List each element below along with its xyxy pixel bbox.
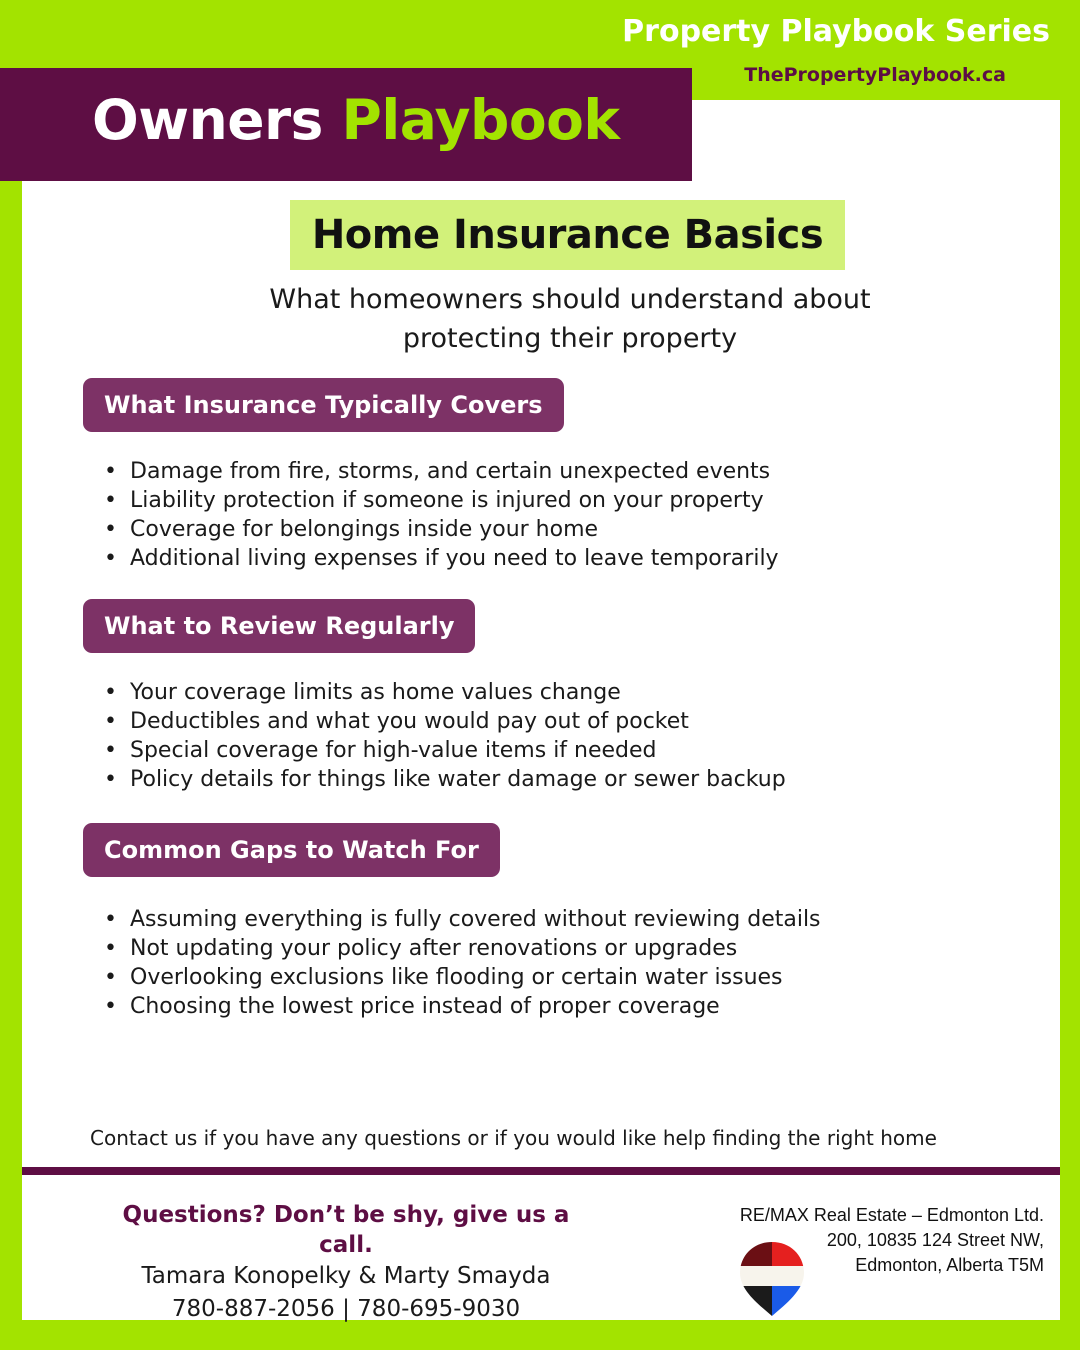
contact-line: Contact us if you have any questions or if you would like help finding the right home: [90, 1126, 937, 1150]
owners-word: Owners: [92, 88, 323, 152]
website-link[interactable]: ThePropertyPlaybook.ca: [744, 64, 1006, 86]
list-item: • Choosing the lowest price instead of proper coverage: [104, 992, 821, 1021]
section-heading-gaps: Common Gaps to Watch For: [83, 823, 500, 877]
playbook-word: Playbook: [341, 88, 620, 152]
main-title-box: [290, 200, 845, 270]
address-line-1: 200, 10835 124 Street NW,: [826, 1230, 1044, 1250]
list-item: • Not updating your policy after renovations or upgrades: [104, 934, 821, 963]
coverage-list: [104, 457, 779, 573]
call-to-action: Questions? Don’t be shy, give us a call.: [122, 1202, 570, 1258]
list-item: • Overlooking exclusions like flooding or certain water issues: [104, 963, 821, 992]
list-item: • Assuming everything is fully covered without reviewing details: [104, 905, 821, 934]
list-item: • Policy details for things like water damage or sewer backup: [104, 765, 786, 794]
gaps-list: [104, 905, 821, 1021]
brokerage-name: RE/MAX Real Estate – Edmonton Ltd.: [739, 1205, 1044, 1225]
section-heading-review: What to Review Regularly: [83, 599, 475, 653]
subtitle-line-2: protecting their property: [402, 323, 738, 354]
address-line-2: Edmonton, Alberta T5M: [855, 1255, 1044, 1275]
agent-names: Tamara Konopelky & Marty Smayda: [141, 1263, 551, 1289]
page-title: Home Insurance Basics: [311, 212, 824, 258]
list-item: • Deductibles and what you would pay out of pocket: [104, 707, 786, 736]
list-item: • Your coverage limits as home values change: [104, 678, 786, 707]
list-item: • Additional living expenses if you need to leave temporarily: [104, 544, 779, 573]
list-item: • Coverage for belongings inside your home: [104, 515, 779, 544]
review-list: [104, 678, 786, 794]
list-item: • Damage from fire, storms, and certain unexpected events: [104, 457, 779, 486]
footer-divider: [22, 1167, 1060, 1175]
remax-balloon-icon: [738, 1240, 806, 1318]
phone-numbers[interactable]: 780-887-2056 | 780-695-9030: [171, 1296, 521, 1322]
section-heading-coverage: What Insurance Typically Covers: [83, 378, 564, 432]
footer-contact: [96, 1200, 596, 1326]
series-title: Property Playbook Series: [622, 14, 1050, 49]
list-item: • Liability protection if someone is injured on your property: [104, 486, 779, 515]
list-item: • Special coverage for high-value items if needed: [104, 736, 786, 765]
page-subtitle: [220, 280, 920, 358]
subtitle-line-1: What homeowners should understand about: [269, 284, 871, 315]
owners-playbook-title: [92, 88, 620, 152]
